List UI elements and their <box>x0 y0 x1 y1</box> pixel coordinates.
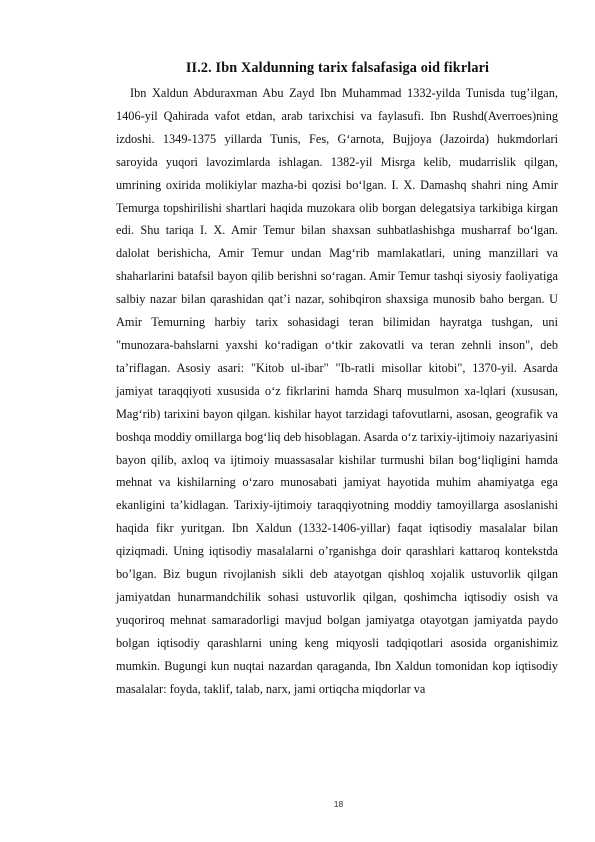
section-heading: II.2. Ibn Xaldunning tarix falsafasiga oid fikrlari <box>185 60 490 76</box>
body-paragraph: Ibn Xaldun Abduraxman Abu Zayd Ibn Muhammad 1332-yilda Tunisda tug’ilgan, 1406-yil Qahirada vafot etdan, arab tarixchisi va faylasufi. Ibn Rushd(Averroes)ning izdoshi. 1349-1375 yillarda Tunis, Fes, G‘arnota, Bujjoya (Jazoirda) hukmdorlari saroyida yuqori lavozimlarda ishlagan. 1382-yil Misrga kelib, mudarrislik qilgan, umrining oxirida molikiylar mazha-bi qozisi bo‘lgan. I. X. Damashq shahri ning Amir Temurga topshirilishi shartlari haqida muzokara olib borgan delegatsiya tarkibiga kirgan edi. Shu tariqa I. X. Amir Temur bilan shaxsan suhbatlashishga musharraf bo‘lgan. dalolat berishicha, Amir Temur undan Mag‘rib mamlakatlari, uning manzillari va shaharlarini batafsil bayon qilib berishni so‘ragan. Amir Temur tashqi siyosiy faoliyatiga salbiy nazar bilan qarashidan qat’i nazar, sohibqiron shaxsiga munosib baho bergan. U Amir Temurning harbiy tarix sohasidagi teran bilimidan hayratga tushgan, uni "munozara-bahslarni yaxshi ko‘radigan o‘tkir zakovatli va teran zehnli inson", deb ta’riflagan. Asosiy asari: "Kitob ul-ibar" "Ib-ratli misollar kitobi", 1370-yil. Asarda jamiyat taraqqiyoti xususida o‘z fikrlarini hamda Sharq musulmon xa-lqlari (xususan, Mag‘rib) tarixini bayon qilgan. kishilar hayot tarzidagi tafovutlarni, asosan, geografik va boshqa moddiy omillarga bog‘liq deb hisoblagan. Asarda o‘z tarixiy-ijtimoiy nazariyasini bayon qilib, axloq va ijtimoiy muassasalar kishilar turmushi bilan bog‘liqligini hamda mehnat va kishilarning o‘zaro munosabati jamiyat hayotida muhim ahamiyatga ega ekanligini ta’kidlagan. Tarixiy-ijtimoiy taraqqiyotning moddiy tamoyillarga asoslanishi haqida fikr yuritgan. Ibn Xaldun (1332-1406-yillar) faqat iqtisodiy masalalar bilan qiziqmadi. Uning iqtisodiy masalalarni o’rganishga doir qarashlari kattaroq kontekstda bo’lgan. Biz bugun rivojlanish sikli deb atayotgan qishloq xojalik ustuvorlik qilgan jamiyatdan hunarmandchilik sohasi ustuvorlik qilgan, qoshimcha iqtisodiy osish va yuqoriroq mehnat samaradorligi mavjud bolgan jamiyatga otayotgan jamiyatda paydo bolgan iqtisodiy qarashlarni uning keng miqyosli tadqiqotlari asosida organishimiz mumkin. Bugungi kun nuqtai nazardan qaraganda, Ibn Xaldun tomonidan kop iqtisodiy masalalar: foyda, taklif, talab, narx, jami ortiqcha miqdorlar va <box>116 86 558 696</box>
page-number: 18 <box>333 799 344 809</box>
